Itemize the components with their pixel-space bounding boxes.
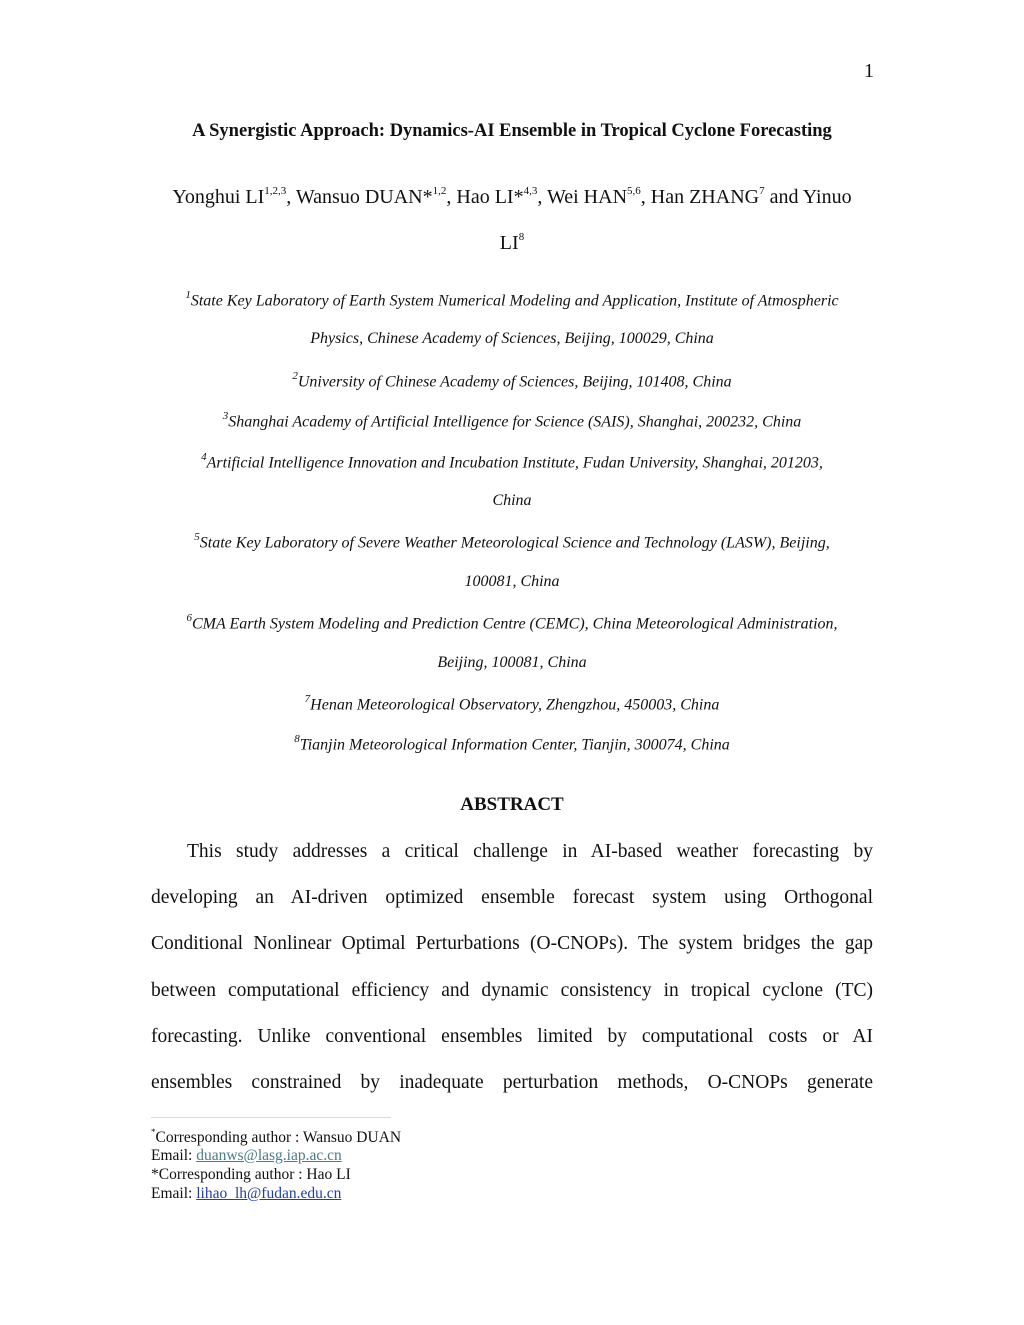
affiliation-text: Artificial Intelligence Innovation and Incubation Institute, Fudan University, Shanghai, 201203,	[206, 454, 823, 472]
email-label: Email:	[151, 1147, 197, 1164]
affiliation-8	[120, 734, 904, 754]
email-link-duan[interactable]: duanws@lasg.iap.ac.cn	[196, 1147, 342, 1164]
affiliation-text: Tianjin Meteorological Information Center, Tianjin, 300074, China	[299, 736, 730, 754]
footnote-email-1	[151, 1147, 342, 1165]
affiliation-5-continued: 100081, China	[464, 573, 560, 590]
affiliation-number: 7	[304, 693, 311, 705]
affiliation-number: 3	[222, 410, 229, 422]
author-name: and Yinuo	[764, 186, 852, 208]
author-name: , Han ZHANG	[640, 186, 760, 208]
affiliation-text: Henan Meteorological Observatory, Zhengzhou, 450003, China	[310, 696, 720, 714]
footnote-corresponding-author-2: *Corresponding author : Hao LI	[151, 1166, 351, 1183]
affiliation-text: University of Chinese Academy of Sciences, Beijing, 101408, China	[297, 373, 732, 391]
author-affiliation-mark: 5,6	[627, 185, 641, 198]
author-name: Yonghui LI	[172, 186, 265, 208]
affiliation-6	[120, 613, 904, 633]
author-name: , Wansuo DUAN*	[286, 186, 433, 208]
author-affiliation-mark: 1,2	[432, 185, 447, 198]
abstract-line: Conditional Nonlinear Optimal Perturbations (O-CNOPs). The system bridges the gap	[151, 933, 873, 954]
affiliation-text: CMA Earth System Modeling and Prediction Centre (CEMC), China Meteorological Administration,	[191, 615, 838, 633]
affiliation-number: 1	[185, 289, 191, 301]
footnote-divider	[151, 1117, 391, 1118]
affiliation-text: State Key Laboratory of Severe Weather Meteorological Science and Technology (LASW), Beijing,	[199, 534, 830, 552]
email-link-li[interactable]: lihao_lh@fudan.edu.cn	[196, 1185, 342, 1202]
author-affiliation-mark: 8	[518, 231, 525, 244]
footnote-corresponding-author-1	[151, 1128, 401, 1147]
affiliation-7	[120, 694, 904, 714]
affiliation-2	[120, 371, 904, 391]
page-number: 1	[864, 60, 874, 82]
author-name: , Wei HAN	[537, 186, 628, 208]
affiliation-4	[120, 452, 904, 472]
abstract-line: forecasting. Unlike conventional ensembles limited by computational costs or AI	[151, 1026, 873, 1047]
author-list	[130, 186, 894, 209]
author-affiliation-mark: 4,3	[523, 185, 538, 198]
affiliation-4-continued: China	[492, 492, 532, 509]
affiliation-1-continued: Physics, Chinese Academy of Sciences, Beijing, 100029, China	[310, 330, 714, 347]
affiliation-number: 2	[292, 370, 298, 382]
affiliation-number: 6	[186, 612, 192, 624]
footnote-text: Corresponding author : Wansuo DUAN	[155, 1129, 402, 1147]
affiliation-number: 8	[294, 733, 300, 745]
author-affiliation-mark: 1,2,3	[264, 185, 287, 198]
affiliation-text: State Key Laboratory of Earth System Numerical Modeling and Application, Institute of Atmospheric	[190, 292, 839, 310]
author-name: , Hao LI*	[446, 186, 524, 208]
affiliation-number: 5	[194, 531, 200, 543]
abstract-line: between computational efficiency and dynamic consistency in tropical cyclone (TC)	[151, 980, 873, 1001]
paper-title: A Synergistic Approach: Dynamics-AI Ensemble in Tropical Cyclone Forecasting	[192, 121, 832, 141]
footnote-mark: *	[151, 1127, 156, 1137]
footnote-email-2	[151, 1185, 341, 1203]
affiliation-6-continued: Beijing, 100081, China	[437, 654, 587, 671]
abstract-line: ensembles constrained by inadequate perturbation methods, O-CNOPs generate	[151, 1072, 873, 1093]
affiliation-text: Shanghai Academy of Artificial Intelligence for Science (SAIS), Shanghai, 200232, China	[228, 413, 802, 431]
affiliation-1	[120, 290, 904, 310]
affiliation-number: 4	[201, 451, 207, 463]
author-list-continued	[130, 232, 894, 255]
author-affiliation-mark: 7	[759, 185, 765, 198]
affiliation-5	[120, 532, 904, 552]
email-label: Email:	[151, 1185, 197, 1202]
affiliation-3	[120, 411, 904, 431]
abstract-heading: ABSTRACT	[460, 794, 564, 815]
author-name: LI	[499, 232, 519, 254]
abstract-line: developing an AI-driven optimized ensemble forecast system using Orthogonal	[151, 887, 873, 908]
abstract-line: This study addresses a critical challenge in AI-based weather forecasting by	[187, 841, 873, 862]
